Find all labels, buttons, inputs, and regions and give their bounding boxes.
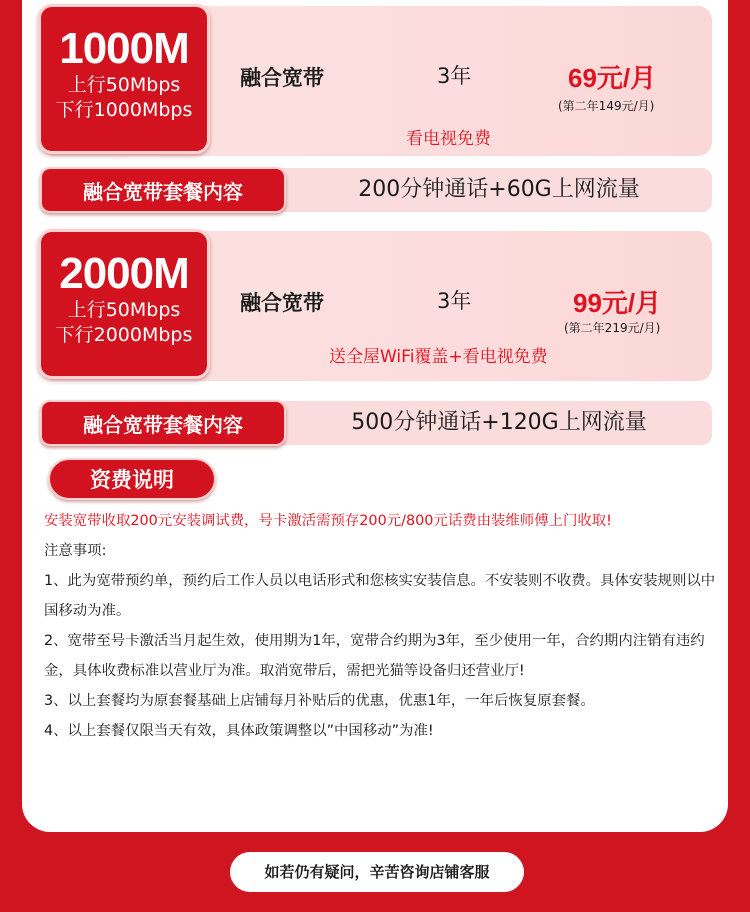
- speed-value: 2000M: [59, 249, 189, 298]
- contact-service-button[interactable]: 如若仍有疑问，辛苦咨询店铺客服: [230, 852, 524, 892]
- plan-content-label: 融合宽带套餐内容: [40, 167, 286, 213]
- second-year-price: (第二年149元/月): [558, 99, 655, 113]
- download-speed: 下行2000Mbps: [55, 324, 193, 346]
- speed-badge-2000m: [38, 229, 210, 379]
- upload-speed: 上行50Mbps: [67, 299, 181, 321]
- plan-gift: 送全屋WiFi覆盖+看电视免费: [329, 347, 548, 367]
- speed-value: 1000M: [59, 24, 189, 73]
- plan-price: 99元/月: [573, 288, 662, 318]
- install-fee-warning: 安装宽带收取200元安装调试费，号卡激活需预存200元/800元话费由装维师傅上门收取!: [44, 513, 612, 529]
- plan-price: 69元/月: [568, 63, 657, 93]
- plan-gift: 看电视免费: [406, 129, 491, 149]
- note-item: 3、以上套餐均为原套餐基础上店铺每月补贴后的优惠，优惠1年，一年后恢复原套餐。: [44, 693, 595, 709]
- note-item: 4、以上套餐仅限当天有效，具体政策调整以”中国移动”为准!: [44, 723, 434, 739]
- plan-content-label: 融合宽带套餐内容: [40, 400, 286, 446]
- download-speed: 下行1000Mbps: [55, 99, 193, 121]
- notes-heading: 注意事项:: [44, 543, 107, 559]
- tariff-notes: [44, 506, 716, 746]
- plan-years: 3年: [437, 64, 472, 88]
- upload-speed: 上行50Mbps: [67, 74, 181, 96]
- plan-name: 融合宽带: [240, 291, 324, 315]
- tariff-title: 资费说明: [48, 458, 216, 500]
- note-item: 1、此为宽带预约单，预约后工作人员以电话形式和您核实安装信息。不安装则不收费。具体安装规则以中国移动为准。: [44, 573, 716, 619]
- note-item: 2、宽带至号卡激活当月起生效，使用期为1年，宽带合约期为3年，至少使用一年，合约期内注销有违约金，具体收费标准以营业厅为准。取消宽带后，需把光猫等设备归还营业厅!: [44, 633, 705, 679]
- speed-badge-1000m: [38, 4, 210, 154]
- plan-name: 融合宽带: [240, 66, 324, 90]
- second-year-price: (第二年219元/月): [564, 321, 661, 335]
- plan-years: 3年: [437, 289, 472, 313]
- plan-content-text: 200分钟通话+60G上网流量: [358, 177, 640, 202]
- plan-content-text: 500分钟通话+120G上网流量: [351, 410, 647, 435]
